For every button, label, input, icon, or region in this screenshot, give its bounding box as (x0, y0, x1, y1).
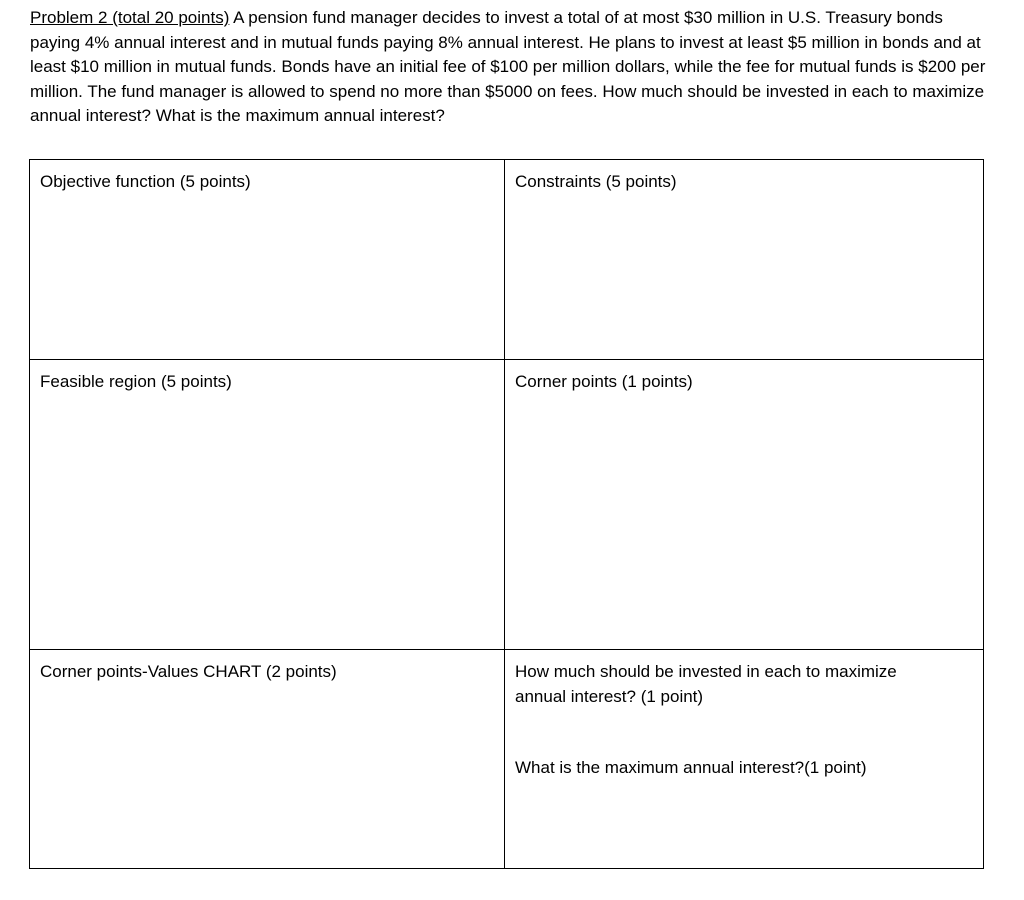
corner-points-label: Corner points (1 points) (515, 372, 693, 391)
problem-text: A pension fund manager decides to invest a total of at most $30 million in U.S. Treasury bonds paying 4% annual interest and in mutual funds paying 8% annual interest. He plans to invest at least $5 million in bonds and at least $10 million in mutual funds. Bonds have an initial fee of $100 per million dollars, while the fee for mutual funds is $200 per million. The fund manager is allowed to spend no more than $5000 on fees. How much should be invested in each to maximize annual interest? What is the maximum annual interest? (30, 8, 986, 125)
investment-answer-cell[interactable] (505, 650, 983, 868)
max-interest-question: What is the maximum annual interest?(1 point) (515, 758, 867, 777)
constraints-label: Constraints (5 points) (515, 172, 677, 191)
constraints-cell[interactable] (505, 160, 983, 359)
feasible-region-cell[interactable] (30, 360, 504, 649)
objective-function-label: Objective function (5 points) (40, 172, 251, 191)
corner-points-cell[interactable] (505, 360, 983, 649)
investment-question: How much should be invested in each to maximize annual interest? (1 point) (515, 662, 897, 706)
answer-grid (29, 159, 984, 869)
objective-function-cell[interactable] (30, 160, 504, 359)
problem-heading: Problem 2 (total 20 points) (30, 8, 230, 27)
corner-points-chart-cell[interactable] (30, 650, 504, 868)
feasible-region-label: Feasible region (5 points) (40, 372, 232, 391)
corner-points-chart-label: Corner points-Values CHART (2 points) (40, 662, 337, 681)
problem-statement (30, 6, 995, 129)
